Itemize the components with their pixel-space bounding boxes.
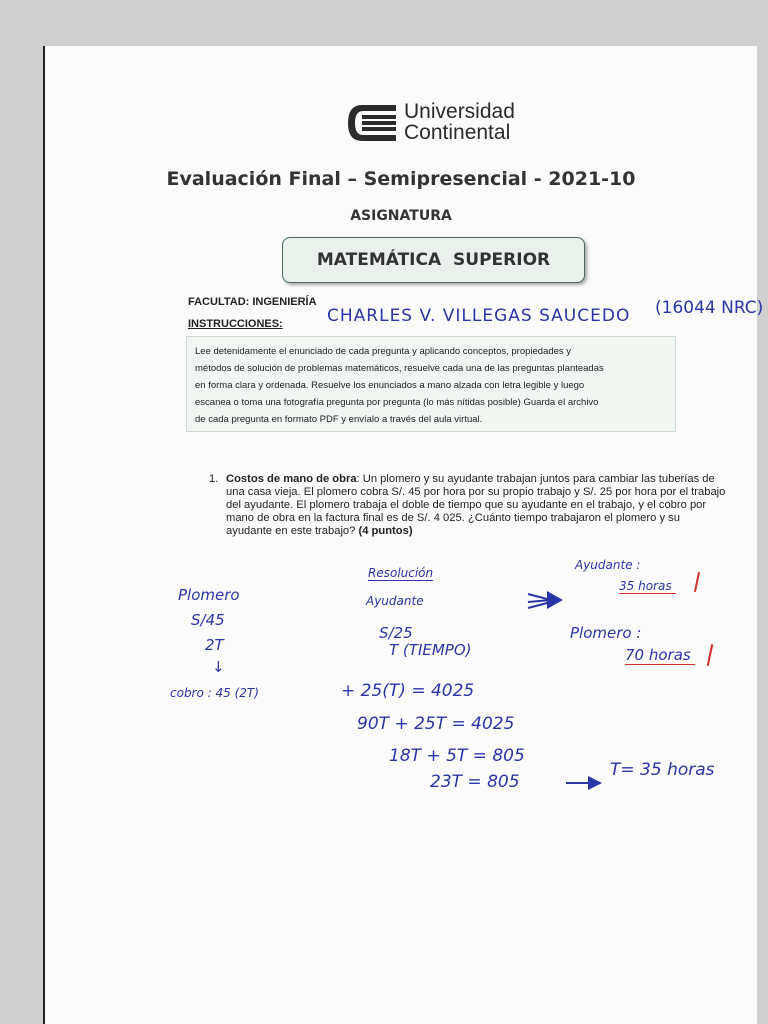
subject-label: ASIGNATURA — [350, 208, 452, 224]
instructions-label: INSTRUCCIONES: — [188, 318, 283, 330]
hw-arrow-down: ↓ — [212, 658, 225, 676]
hw-answer-plomero-label: Plomero : — [570, 624, 642, 642]
hw-result: T= 35 horas — [610, 760, 715, 780]
question-points: (4 puntos) — [355, 525, 413, 537]
hw-result-arrow-icon — [564, 773, 604, 793]
hw-plus-expression: + 25(T) = 4025 — [341, 681, 475, 701]
exam-page — [45, 46, 764, 1024]
logo-line-1: Universidad — [404, 100, 515, 123]
question-number: 1. — [209, 473, 219, 485]
student-name-handwritten: CHARLES V. VILLEGAS SAUCEDO — [327, 306, 631, 326]
hw-answer-arrow-icon — [525, 586, 565, 614]
hw-ayudante-rate: S/25 — [379, 624, 413, 642]
subject-name-box: MATEMÁTICA SUPERIOR — [282, 237, 585, 283]
hw-ayudante: Ayudante — [366, 594, 424, 608]
instructions-line-3: en forma clara y ordenada. Resuelve los enunciados a mano alzada con letra legible y luego — [195, 380, 585, 391]
instructions-line-5: de cada pregunta en formato PDF y envíalo a través del aula virtual. — [195, 414, 483, 425]
hw-plomero-time: 2T — [205, 636, 224, 654]
nrc-handwritten: (16044 NRC) — [655, 298, 764, 318]
university-logo — [342, 101, 542, 145]
instructions-box — [186, 336, 676, 432]
hw-answer-ayudante-value: 35 horas — [619, 579, 676, 594]
hw-equation-3: 23T = 805 — [430, 772, 520, 792]
hw-resolucion: Resolución — [368, 566, 434, 580]
instructions-line-4: escanea o toma una fotografía pregunta por pregunta (lo más nítidas posible) Guarda el archivo — [195, 397, 599, 408]
hw-cobro: cobro : 45 (2T) — [170, 686, 259, 700]
hw-answer-ayudante-label: Ayudante : — [575, 558, 641, 572]
faculty-label: FACULTAD: INGENIERÍA — [188, 296, 317, 308]
question-body — [226, 473, 729, 538]
exam-title: Evaluación Final – Semipresencial - 2021-10 — [166, 168, 636, 190]
hw-equation-2: 18T + 5T = 805 — [389, 746, 525, 766]
logo-line-2: Continental — [404, 121, 511, 144]
instructions-line-2: métodos de solución de problemas matemáticos, resuelve cada una de las preguntas planteadas — [195, 363, 604, 374]
hw-answer-plomero-mark — [707, 644, 714, 666]
question-heading: Costos de mano de obra — [226, 473, 357, 485]
hw-ayudante-time: T (TIEMPO) — [389, 641, 472, 659]
hw-equation-1: 90T + 25T = 4025 — [357, 714, 515, 734]
logo-mark-icon — [342, 103, 398, 143]
hw-plomero-rate: S/45 — [191, 611, 225, 629]
question-text: : Un plomero y su ayudante trabajan juntos para cambiar las tuberías de una casa vieja. El plomero cobra S/. 45 por hora por su propio trabajo y S/. 25 por hora por el trabajo del ayudante. El plomero trabaja el doble de tiempo que su ayudante en el trabajo, y el cobro por mano de obra en la factura final es de S/. 4 025. ¿Cuánto tiempo trabajaron el plomero y su ayudante en este trabajo? — [226, 473, 726, 537]
hw-plomero: Plomero — [178, 586, 240, 604]
hw-answer-ayudante-mark — [694, 572, 700, 592]
instructions-line-1: Lee detenidamente el enunciado de cada pregunta y aplicando conceptos, propiedades y — [195, 346, 572, 357]
hw-answer-plomero-value: 70 horas — [625, 646, 695, 665]
